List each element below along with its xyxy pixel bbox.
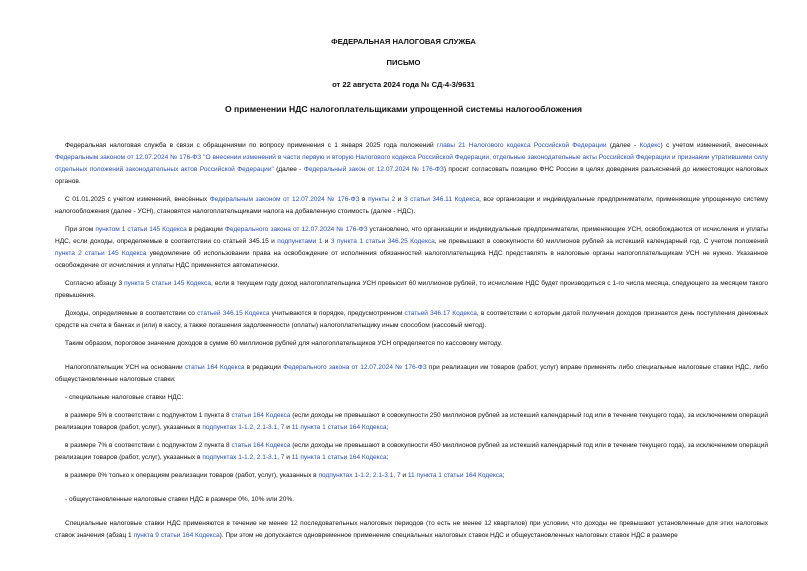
paragraph-text: (далее - — [273, 166, 304, 173]
document-link[interactable]: Федерального закона от 12.07.2024 № 176-ФЗ — [283, 364, 427, 371]
document-link[interactable]: Кодекс — [639, 142, 661, 149]
paragraph-text: и — [395, 196, 404, 203]
list-item-special-rates — [55, 392, 768, 404]
paragraph-text: ; — [386, 424, 389, 431]
document-link[interactable]: 3 статьи 346.11 Кодекса — [403, 196, 480, 203]
document-link[interactable]: пункта 5 статьи 145 Кодекса — [124, 280, 211, 287]
paragraph-cash-method — [55, 338, 768, 350]
document-title: О применении НДС налогоплательщиками упрощенной системы налогообложения — [224, 104, 582, 114]
paragraph-text: и — [322, 238, 331, 245]
paragraph-text: Налогоплательщик УСН на основании — [65, 364, 185, 371]
paragraph-text: Согласно абзацу 3 — [65, 280, 125, 287]
paragraph-text: и — [284, 424, 292, 431]
paragraph-special-rates-period — [55, 518, 768, 542]
list-item-rate-5 — [55, 410, 768, 434]
document-link[interactable]: подпунктами 1 — [277, 238, 323, 245]
document-link[interactable]: подпунктах 1-1.2, 2.1-3.1, 7 — [202, 454, 285, 461]
paragraph-text: , в соответствии с которым датой получения доходов признается день поступления денежных средств на счета в банках и (или) в кассу, а также погашения задолженности (оплаты) налогоплательщику иным способом (кассовый метод). — [55, 310, 768, 329]
document-link[interactable]: Федеральный закон от 12.07.2024 № 176-ФЗ — [303, 166, 444, 173]
document-link[interactable]: статьей 346.15 Кодекса — [197, 310, 270, 317]
paragraph-text: и — [400, 472, 408, 479]
paragraph-text: ) с учетом изменений, внесенных — [660, 142, 768, 149]
paragraph-threshold-exceeded — [55, 278, 768, 302]
paragraph-text: , не превышают в совокупности 60 миллионов рублей за истекший календарный год. С учетом положений — [434, 238, 768, 245]
document-link[interactable]: статьи 164 Кодекса — [231, 412, 291, 419]
paragraph-text: - специальные налоговые ставки НДС: — [65, 394, 184, 401]
document-link[interactable]: статьи 164 Кодекса — [184, 364, 245, 371]
document-link[interactable]: статьи 164 Кодекса — [231, 442, 291, 449]
document-link[interactable]: подпунктах 1-1.2, 2.1-3.1, 7 — [202, 424, 285, 431]
document-link[interactable]: Федеральным законом от 12.07.2024 № 176-ФЗ — [209, 196, 360, 203]
paragraph-text: учитываются в порядке, предусмотренном — [269, 310, 405, 317]
paragraph-text: С 01.01.2025 с учетом изменений, внесённых — [65, 196, 210, 203]
paragraph-text: Федеральная налоговая служба в связи с обращениями по вопросу применения с 1 января 2025 года положений — [65, 142, 438, 149]
paragraph-income-recognition — [55, 308, 768, 332]
paragraph-text: Таким образом, пороговое значение доходов в сумме 60 миллионов рублей для налогоплательщиков УСН определяется по кассовому методу. — [65, 340, 503, 347]
paragraph-text: При этом — [65, 226, 96, 233]
document-link[interactable]: подпунктах 1-1.2, 2.1-3.1, 7 — [318, 472, 401, 479]
document-link[interactable]: пункта 9 статьи 164 Кодекса — [133, 532, 220, 539]
document-link[interactable]: пункта 2 статьи 145 Кодекса — [55, 250, 147, 257]
paragraph-text: ; — [386, 454, 389, 461]
paragraph-text: ) просит согласовать позицию ФНС России в целях доведения разъяснений до нижестоящих налоговых органов. — [55, 166, 768, 185]
list-item-general-rates — [55, 494, 768, 506]
paragraph-text: в размере 0% только к операциям реализации товаров (работ, услуг), указанных в — [65, 472, 319, 479]
paragraph-text: при реализации им товаров (работ, услуг) вправе применять либо специальные налоговые ставки НДС, либо общеустановленные налоговые ставки: — [55, 364, 769, 383]
document-link[interactable]: 3 пункта 1 статьи 346.25 Кодекса — [330, 238, 435, 245]
agency-heading: ФЕДЕРАЛЬНАЯ НАЛОГОВАЯ СЛУЖБА — [331, 37, 476, 46]
paragraph-text: установлено, что организации и индивидуальные предприниматели, применяющие УСН, освобождаются от исчисления и уплаты НДС, если доходы, определяемые в соответствии со статьей 345.15 и — [55, 226, 768, 245]
paragraph-text: Доходы, определяемые в соответствии со — [65, 310, 198, 317]
paragraph-text: (если доходы не превышают в совокупности 250 миллионов рублей за истекший календарный год или в течение текущего года), за исключением операций реализации товаров (работ, услуг), указанных в — [55, 412, 769, 431]
paragraph-exemption — [55, 224, 768, 272]
paragraph-rate-choice — [55, 362, 768, 386]
list-item-rate-7 — [55, 440, 768, 464]
paragraph-text: ; — [502, 472, 505, 479]
paragraph-text: (далее - — [606, 142, 640, 149]
paragraph-text: в размере 5% в соответствии с подпунктом 1 пункта 8 — [65, 412, 232, 419]
paragraph-text: - общеустановленные налоговые ставки НДС в размере 0%, 10% или 20%. — [65, 496, 295, 503]
paragraph-text: в размере 7% в соответствии с подпунктом 2 пункта 8 — [65, 442, 232, 449]
paragraph-text: в редакции — [186, 226, 225, 233]
paragraph-intro — [55, 140, 768, 188]
paragraph-text: ). При этом не допускается одновременное применение специальных налоговых ставок НДС и общеустановленных налоговых ставок НДС в размере — [219, 532, 678, 539]
paragraph-text: , все организации и индивидуальные предприниматели, применяющие упрощенную систему налогообложения (далее - УСН), становятся налогоплательщиками налога на добавленную стоимость (далее - НДС). — [55, 196, 768, 215]
document-link[interactable]: пунктом 1 статьи 145 Кодекса — [95, 226, 187, 233]
document-date-number: от 22 августа 2024 года № СД-4-3/9631 — [332, 80, 475, 89]
document-link[interactable]: 11 пункта 1 статьи 164 Кодекса — [407, 472, 503, 479]
document-link[interactable]: 11 пункта 1 статьи 164 Кодекса — [291, 424, 387, 431]
document-link[interactable]: Федеральным законом от 12.07.2024 № 176-ФЗ "О внесении изменений в части первую и вторую Налогового кодекса Российской Федерации, отдельные законодательные акты Российской Федерации и признании утратившими силу отдельных положений законодательных актов Российской Федерации" — [55, 154, 768, 173]
paragraph-usn-vat-payers — [55, 194, 768, 218]
document-type: ПИСЬМО — [386, 58, 421, 67]
paragraph-text: (если доходы не превышают в совокупности 450 миллионов рублей за истекший календарный год или в течение текущего года), за исключением операций реализации товаров (работ, услуг), указанных в — [55, 442, 769, 461]
document-link[interactable]: 11 пункта 1 статьи 164 Кодекса — [291, 454, 387, 461]
paragraph-text: , если в текущем году доход налогоплательщика УСН превысит 60 миллионов рублей, то исчисление НДС будет производиться с 1-го числа месяца, следующего за месяцем такого превышения. — [55, 280, 768, 299]
document-link[interactable]: главы 21 Налогового кодекса Российской Федерации — [437, 142, 607, 149]
list-item-rate-0 — [55, 470, 768, 482]
paragraph-text: в редакции — [244, 364, 284, 371]
paragraph-text: в — [359, 196, 369, 203]
document-link[interactable]: пункты 2 — [368, 196, 396, 203]
paragraph-text: и — [284, 454, 292, 461]
paragraph-text: Специальные налоговые ставки НДС применяются в течение не менее 12 последовательных налоговых периодов (то есть не менее 12 кварталов) при условии, что доходы не превышают установленные для этих налоговых ставок значения (абзац 1 — [55, 520, 768, 539]
document-link[interactable]: Федерального закона от 12.07.2024 № 176-ФЗ — [224, 226, 368, 233]
document-link[interactable]: статьей 346.17 Кодекса — [404, 310, 477, 317]
paragraph-text: уведомление об использовании права на освобождение от исполнения обязанностей налогоплательщика НДС представлять в налоговые органы налогоплательщикам УСН не нужно. Указанное освобождение от исчисления и уплаты НДС применяется автоматически. — [55, 250, 769, 269]
